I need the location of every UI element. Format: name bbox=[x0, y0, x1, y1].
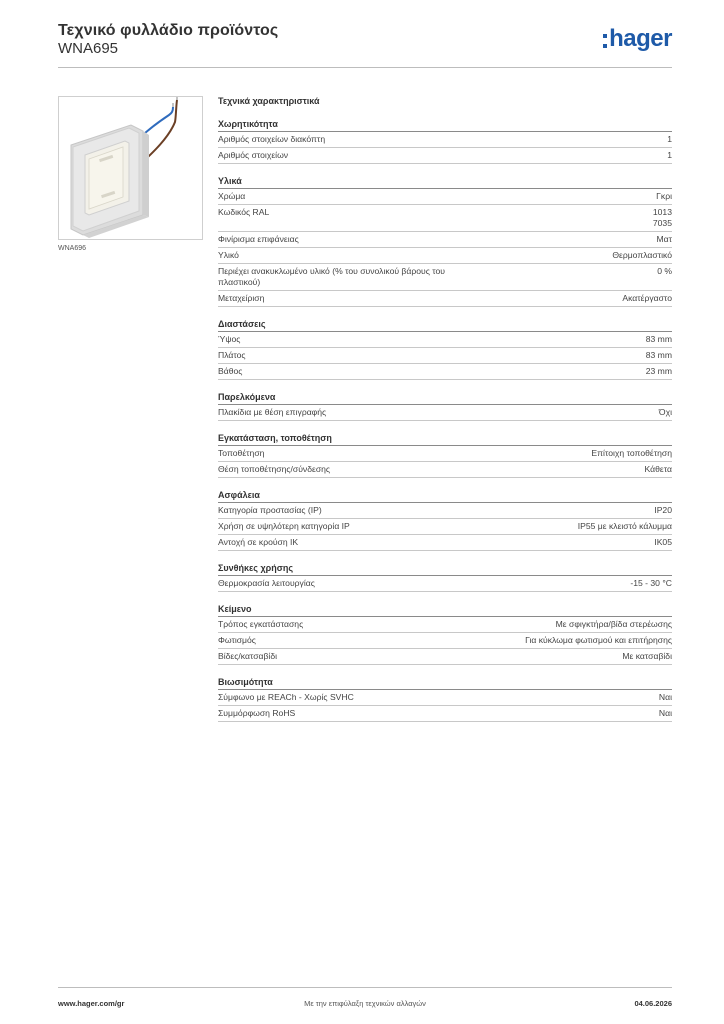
logo-text: hager bbox=[609, 25, 672, 52]
spec-group-title: Συνθήκες χρήσης bbox=[218, 563, 672, 576]
spec-group bbox=[218, 433, 672, 478]
spec-row bbox=[218, 535, 672, 551]
spec-group-title: Εγκατάσταση, τοποθέτηση bbox=[218, 433, 672, 446]
spec-label: Αριθμός στοιχείων bbox=[218, 150, 289, 160]
spec-value: 83 mm bbox=[645, 350, 672, 360]
spec-value: 23 mm bbox=[645, 366, 672, 376]
spec-row bbox=[218, 264, 672, 291]
spec-label: Μεταχείριση bbox=[218, 293, 265, 303]
spec-value: Ματ bbox=[656, 234, 672, 244]
specs-title: Τεχνικά χαρακτηριστικά bbox=[218, 96, 320, 106]
spec-group-title: Κείμενο bbox=[218, 604, 672, 617]
spec-value: 1 bbox=[667, 150, 672, 160]
spec-value: Θερμοπλαστικό bbox=[612, 250, 672, 260]
product-code: WNA695 bbox=[58, 40, 119, 57]
frame-product-illustration bbox=[59, 97, 202, 239]
spec-row bbox=[218, 446, 672, 462]
spec-row bbox=[218, 189, 672, 205]
spec-value: Γκρι bbox=[656, 191, 672, 201]
spec-label: Θερμοκρασία λειτουργίας bbox=[218, 578, 315, 588]
spec-value: Με κατσαβίδι bbox=[622, 651, 672, 661]
spec-value: Επίτοιχη τοποθέτηση bbox=[591, 448, 672, 458]
spec-group bbox=[218, 677, 672, 722]
spec-label: Κατηγορία προστασίας (IP) bbox=[218, 505, 322, 515]
spec-row bbox=[218, 348, 672, 364]
spec-row bbox=[218, 405, 672, 421]
spec-label: Χρώμα bbox=[218, 191, 246, 201]
spec-row bbox=[218, 232, 672, 248]
spec-label: Βίδες/κατσαβίδι bbox=[218, 651, 278, 661]
spec-row bbox=[218, 617, 672, 633]
spec-group-title: Υλικά bbox=[218, 176, 672, 189]
spec-label: Βάθος bbox=[218, 366, 243, 376]
spec-group bbox=[218, 604, 672, 665]
spec-value: IP20 bbox=[654, 505, 672, 515]
spec-label: Ύψος bbox=[218, 334, 241, 344]
spec-group bbox=[218, 392, 672, 421]
spec-row bbox=[218, 148, 672, 164]
spec-group bbox=[218, 563, 672, 592]
spec-group-title: Ασφάλεια bbox=[218, 490, 672, 503]
document-title: Τεχνικό φυλλάδιο προϊόντος bbox=[58, 22, 279, 39]
hager-logo[interactable] bbox=[603, 26, 672, 52]
page-header bbox=[58, 20, 672, 70]
spec-row bbox=[218, 519, 672, 535]
spec-label: Συμμόρφωση RoHS bbox=[218, 708, 296, 718]
spec-label: Θέση τοποθέτησης/σύνδεσης bbox=[218, 464, 331, 474]
spec-label: Τοποθέτηση bbox=[218, 448, 265, 458]
page-footer bbox=[58, 987, 672, 1017]
spec-value: -15 - 30 °C bbox=[630, 578, 672, 588]
logo-colon-icon bbox=[603, 34, 607, 48]
spec-value: IK05 bbox=[654, 537, 672, 547]
spec-group bbox=[218, 176, 672, 307]
spec-value: Με σφιγκτήρα/βίδα στερέωσης bbox=[555, 619, 672, 629]
spec-group bbox=[218, 119, 672, 164]
spec-label: Σύμφωνο με REACh - Χωρίς SVHC bbox=[218, 692, 354, 702]
spec-value: Για κύκλωμα φωτισμού και επιτήρησης bbox=[525, 635, 672, 645]
spec-group-title: Βιωσιμότητα bbox=[218, 677, 672, 690]
spec-label: Τρόπος εγκατάστασης bbox=[218, 619, 304, 629]
header-divider bbox=[58, 67, 672, 68]
product-image-caption: WNA696 bbox=[58, 245, 87, 252]
spec-value: Ναι bbox=[658, 692, 672, 702]
footer-notice: Με την επιφύλαξη τεχνικών αλλαγών bbox=[304, 999, 426, 1008]
spec-group-title: Παρελκόμενα bbox=[218, 392, 672, 405]
spec-label: Αριθμός στοιχείων διακόπτη bbox=[218, 134, 326, 144]
spec-row bbox=[218, 633, 672, 649]
spec-label: Φινίρισμα επιφάνειας bbox=[218, 234, 299, 244]
spec-value: Ακατέργαστο bbox=[622, 293, 672, 303]
spec-value: 83 mm bbox=[645, 334, 672, 344]
spec-value: 1 bbox=[667, 134, 672, 144]
spec-value: IP55 με κλειστό κάλυμμα bbox=[577, 521, 672, 531]
spec-group bbox=[218, 490, 672, 551]
spec-row bbox=[218, 503, 672, 519]
spec-value: Όχι bbox=[658, 407, 672, 417]
footer-divider bbox=[58, 987, 672, 988]
spec-label: Κωδικός RAL bbox=[218, 207, 270, 217]
spec-row bbox=[218, 205, 672, 232]
spec-label: Υλικό bbox=[218, 250, 239, 260]
spec-row bbox=[218, 248, 672, 264]
spec-row bbox=[218, 706, 672, 722]
spec-row bbox=[218, 690, 672, 706]
product-image bbox=[58, 96, 203, 240]
spec-label: Φωτισμός bbox=[218, 635, 256, 645]
spec-label: Περιέχει ανακυκλωμένο υλικό (% του συνολικού βάρους του πλαστικού) bbox=[218, 266, 445, 287]
spec-group-title: Διαστάσεις bbox=[218, 319, 672, 332]
spec-label: Αντοχή σε κρούση IK bbox=[218, 537, 299, 547]
footer-date: 04.06.2026 bbox=[634, 999, 672, 1008]
spec-group-title: Χωρητικότητα bbox=[218, 119, 672, 132]
spec-label: Χρήση σε υψηλότερη κατηγορία IP bbox=[218, 521, 350, 531]
spec-row bbox=[218, 132, 672, 148]
spec-value: Ναι bbox=[658, 708, 672, 718]
spec-group bbox=[218, 319, 672, 380]
technical-specifications bbox=[218, 96, 672, 734]
spec-value: 0 % bbox=[657, 266, 672, 276]
spec-row bbox=[218, 291, 672, 307]
spec-row bbox=[218, 576, 672, 592]
footer-website-link[interactable]: www.hager.com/gr bbox=[58, 999, 125, 1008]
spec-row bbox=[218, 649, 672, 665]
spec-row bbox=[218, 332, 672, 348]
spec-label: Πλάτος bbox=[218, 350, 246, 360]
spec-value: 1013 7035 bbox=[652, 207, 672, 228]
spec-value: Κάθετα bbox=[644, 464, 672, 474]
spec-label: Πλακίδια με θέση επιγραφής bbox=[218, 407, 327, 417]
spec-row bbox=[218, 364, 672, 380]
spec-groups bbox=[218, 119, 672, 722]
spec-row bbox=[218, 462, 672, 478]
